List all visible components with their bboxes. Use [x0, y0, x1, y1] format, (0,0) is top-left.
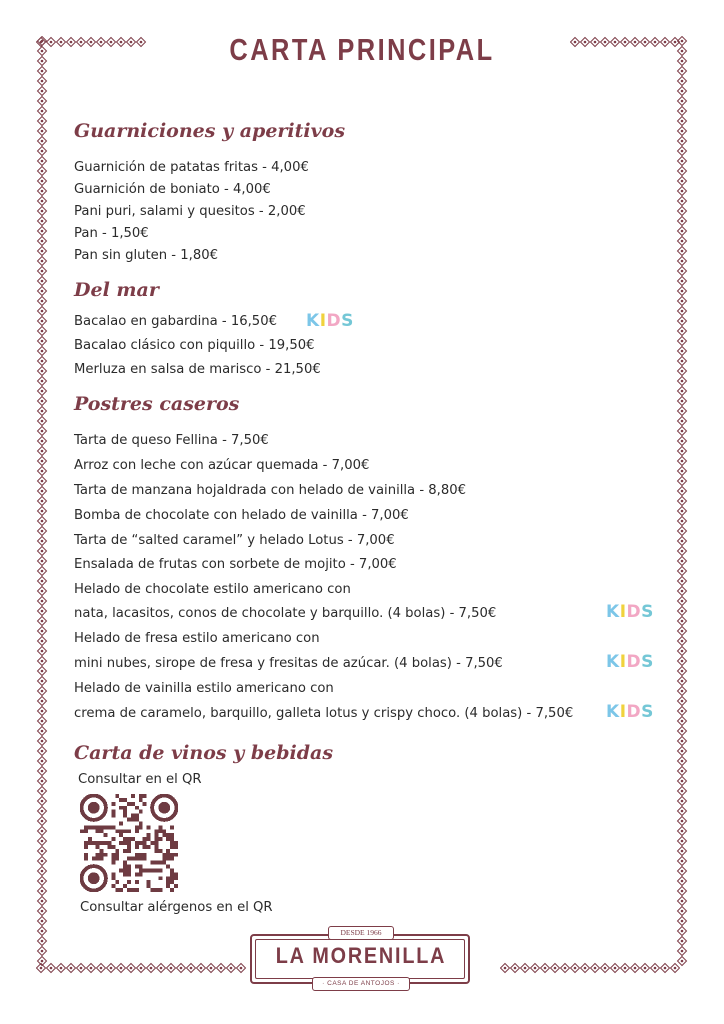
border-dot: [41, 810, 44, 813]
border-dot: [41, 140, 44, 143]
border-dot: [681, 810, 684, 813]
menu-item: Bacalao en gabardina - 16,50€: [74, 314, 277, 329]
border-dot: [681, 140, 684, 143]
border-dot: [41, 760, 44, 763]
qr-finder-center: [158, 802, 170, 814]
border-dot: [90, 967, 93, 970]
border-dot: [681, 840, 684, 843]
border-dot: [594, 967, 597, 970]
border-dot: [41, 530, 44, 533]
border-dot: [681, 440, 684, 443]
menu-item: Helado de fresa estilo americano con: [74, 631, 320, 646]
border-dot: [681, 320, 684, 323]
border-dot: [681, 420, 684, 423]
border-dot: [554, 967, 557, 970]
border-dot: [41, 340, 44, 343]
border-dot: [41, 420, 44, 423]
border-dot: [41, 100, 44, 103]
menu-item: Pan sin gluten - 1,80€: [74, 248, 219, 263]
border-dot: [514, 967, 517, 970]
border-dot: [681, 820, 684, 823]
border-dot: [41, 710, 44, 713]
border-dot: [41, 600, 44, 603]
border-dot: [41, 390, 44, 393]
border-dot: [41, 190, 44, 193]
border-dot: [41, 210, 44, 213]
border-dot: [41, 400, 44, 403]
border-dot: [681, 340, 684, 343]
border-dot: [644, 967, 647, 970]
border-dot: [681, 90, 684, 93]
border-dot: [681, 480, 684, 483]
border-dot: [41, 730, 44, 733]
border-dot: [41, 170, 44, 173]
border-dot: [41, 80, 44, 83]
border-dot: [681, 850, 684, 853]
border-dot: [681, 580, 684, 583]
border-dot: [41, 680, 44, 683]
logo-name: LA MORENILLA: [275, 943, 447, 968]
border-dot: [681, 380, 684, 383]
menu-item: Tarta de queso Fellina - 7,50€: [74, 433, 269, 448]
border-dot: [681, 280, 684, 283]
border-dot: [150, 967, 153, 970]
border-dot: [50, 41, 53, 44]
border-dot: [681, 550, 684, 553]
border-bottom-left-decoration: [36, 962, 248, 974]
menu-item: Bomba de chocolate con helado de vainilla - 7,00€: [74, 508, 409, 523]
border-dot: [200, 967, 203, 970]
border-dot: [681, 150, 684, 153]
border-dot: [681, 460, 684, 463]
border-dot: [120, 967, 123, 970]
border-dot: [681, 680, 684, 683]
border-dot: [41, 830, 44, 833]
border-dot: [41, 650, 44, 653]
border-left-decoration: [36, 36, 48, 974]
menu-item: Bacalao clásico con piquillo - 19,50€: [74, 338, 315, 353]
border-dot: [41, 370, 44, 373]
border-dot: [681, 770, 684, 773]
border-dot: [41, 240, 44, 243]
section-title-del-mar: Del mar: [74, 279, 159, 301]
border-dot: [681, 410, 684, 413]
border-dot: [681, 100, 684, 103]
logo-since: DESDE 1966: [328, 926, 394, 940]
border-dot: [41, 640, 44, 643]
border-dot: [41, 290, 44, 293]
border-dot: [240, 967, 243, 970]
border-dot: [41, 630, 44, 633]
border-dot: [80, 967, 83, 970]
border-dot: [681, 670, 684, 673]
border-dot: [41, 200, 44, 203]
border-dot: [681, 570, 684, 573]
border-dot: [170, 967, 173, 970]
border-dot: [681, 300, 684, 303]
border-dot: [41, 960, 44, 963]
qr-finder-center: [88, 802, 100, 814]
menu-item: Guarnición de patatas fritas - 4,00€: [74, 160, 309, 175]
border-bottom-right-decoration: [500, 962, 688, 974]
border-dot: [41, 60, 44, 63]
border-dot: [41, 570, 44, 573]
border-dot: [681, 900, 684, 903]
border-dot: [681, 490, 684, 493]
menu-item: Tarta de manzana hojaldrada con helado de vainilla - 8,80€: [74, 483, 467, 498]
border-dot: [41, 790, 44, 793]
qr-code-image[interactable]: [80, 794, 178, 892]
border-dot: [230, 967, 233, 970]
border-dot: [681, 360, 684, 363]
border-dot: [41, 740, 44, 743]
border-dot: [681, 780, 684, 783]
menu-item: Helado de chocolate estilo americano con: [74, 582, 351, 597]
border-dot: [681, 450, 684, 453]
border-dot: [681, 860, 684, 863]
border-dot: [681, 800, 684, 803]
border-dot: [41, 770, 44, 773]
border-dot: [681, 590, 684, 593]
border-dot: [681, 260, 684, 263]
border-dot: [41, 870, 44, 873]
border-dot: [681, 120, 684, 123]
border-dot: [584, 967, 587, 970]
border-dot: [41, 450, 44, 453]
border-dot: [681, 240, 684, 243]
border-dot: [681, 960, 684, 963]
border-dot: [681, 600, 684, 603]
border-dot: [681, 720, 684, 723]
border-dot: [681, 40, 684, 43]
border-dot: [681, 80, 684, 83]
border-dot: [41, 550, 44, 553]
border-dot: [41, 840, 44, 843]
menu-item: Arroz con leche con azúcar quemada - 7,00€: [74, 458, 370, 473]
border-dot: [681, 940, 684, 943]
border-dot: [681, 70, 684, 73]
border-dot: [140, 967, 143, 970]
menu-item: Guarnición de boniato - 4,00€: [74, 182, 271, 197]
border-dot: [41, 180, 44, 183]
border-dot: [41, 890, 44, 893]
border-dot: [41, 270, 44, 273]
border-dot: [681, 650, 684, 653]
border-right-decoration: [676, 36, 688, 974]
menu-item: nata, lacasitos, conos de chocolate y barquillo. (4 bolas) - 7,50€: [74, 606, 497, 621]
border-dot: [681, 160, 684, 163]
border-dot: [41, 110, 44, 113]
border-dot: [41, 920, 44, 923]
section-title-guarniciones: Guarniciones y aperitivos: [74, 120, 346, 142]
border-dot: [681, 640, 684, 643]
border-dot: [681, 700, 684, 703]
border-dot: [564, 967, 567, 970]
border-dot: [41, 160, 44, 163]
border-dot: [681, 220, 684, 223]
menu-item: Helado de vainilla estilo americano con: [74, 681, 334, 696]
border-dot: [41, 900, 44, 903]
border-dot: [41, 820, 44, 823]
border-dot: [681, 110, 684, 113]
menu-item: Pan - 1,50€: [74, 226, 149, 241]
border-dot: [681, 50, 684, 53]
border-dot: [604, 967, 607, 970]
border-dot: [524, 967, 527, 970]
border-dot: [681, 230, 684, 233]
border-dot: [41, 940, 44, 943]
border-dot: [41, 260, 44, 263]
border-dot: [41, 430, 44, 433]
logo-tagline: · CASA DE ANTOJOS ·: [312, 977, 410, 991]
border-dot: [624, 967, 627, 970]
kids-badge: KIDS: [606, 602, 654, 622]
border-dot: [110, 967, 113, 970]
border-dot: [41, 410, 44, 413]
kids-badge: KIDS: [306, 311, 354, 331]
section-title-postres: Postres caseros: [74, 393, 240, 415]
border-dot: [41, 620, 44, 623]
border-dot: [681, 730, 684, 733]
border-dot: [681, 190, 684, 193]
qr-instruction: Consultar en el QR: [78, 772, 202, 787]
border-dot: [664, 967, 667, 970]
border-dot: [614, 967, 617, 970]
border-dot: [41, 750, 44, 753]
border-dot: [681, 500, 684, 503]
border-dot: [41, 800, 44, 803]
border-dot: [41, 230, 44, 233]
border-dot: [681, 530, 684, 533]
border-dot: [190, 967, 193, 970]
menu-item: Tarta de “salted caramel” y helado Lotus - 7,00€: [74, 533, 395, 548]
border-dot: [681, 630, 684, 633]
border-dot: [681, 200, 684, 203]
border-dot: [41, 860, 44, 863]
border-dot: [681, 180, 684, 183]
menu-item: Pani puri, salami y quesitos - 2,00€: [74, 204, 306, 219]
border-dot: [41, 310, 44, 313]
border-dot: [681, 350, 684, 353]
kids-badge: KIDS: [606, 702, 654, 722]
border-dot: [681, 750, 684, 753]
border-dot: [681, 740, 684, 743]
border-dot: [681, 330, 684, 333]
border-dot: [41, 930, 44, 933]
border-dot: [681, 560, 684, 563]
border-dot: [41, 250, 44, 253]
border-dot: [41, 90, 44, 93]
border-dot: [534, 967, 537, 970]
border-dot: [180, 967, 183, 970]
border-dot: [41, 470, 44, 473]
border-dot: [41, 440, 44, 443]
border-dot: [681, 390, 684, 393]
border-dot: [41, 150, 44, 153]
border-dot: [681, 470, 684, 473]
border-dot: [681, 60, 684, 63]
border-dot: [681, 250, 684, 253]
border-dot: [41, 880, 44, 883]
border-dot: [681, 130, 684, 133]
border-dot: [210, 967, 213, 970]
border-dot: [50, 967, 53, 970]
border-dot: [681, 290, 684, 293]
border-dot: [130, 967, 133, 970]
border-dot: [681, 710, 684, 713]
border-dot: [681, 690, 684, 693]
border-dot: [681, 890, 684, 893]
menu-item: Merluza en salsa de marisco - 21,50€: [74, 362, 321, 377]
border-dot: [664, 41, 667, 44]
border-dot: [654, 967, 657, 970]
border-dot: [41, 130, 44, 133]
border-dot: [681, 760, 684, 763]
border-dot: [41, 220, 44, 223]
border-dot: [41, 660, 44, 663]
border-dot: [681, 210, 684, 213]
border-dot: [160, 967, 163, 970]
border-dot: [41, 320, 44, 323]
border-dot: [41, 520, 44, 523]
border-dot: [681, 370, 684, 373]
border-dot: [681, 400, 684, 403]
allergens-instruction: Consultar alérgenos en el QR: [80, 900, 273, 915]
border-dot: [681, 830, 684, 833]
border-dot: [681, 610, 684, 613]
border-dot: [41, 40, 44, 43]
border-dot: [681, 660, 684, 663]
border-dot: [681, 510, 684, 513]
border-dot: [681, 790, 684, 793]
brand-logo: [246, 926, 476, 992]
border-dot: [41, 690, 44, 693]
border-dot: [681, 950, 684, 953]
menu-item: Ensalada de frutas con sorbete de mojito - 7,00€: [74, 557, 397, 572]
border-dot: [41, 950, 44, 953]
border-dot: [681, 430, 684, 433]
border-dot: [41, 120, 44, 123]
border-dot: [681, 520, 684, 523]
border-dot: [41, 700, 44, 703]
section-title-vinos: Carta de vinos y bebidas: [74, 742, 334, 764]
border-dot: [681, 270, 684, 273]
menu-item: mini nubes, sirope de fresa y fresitas de azúcar. (4 bolas) - 7,50€: [74, 656, 503, 671]
border-dot: [41, 580, 44, 583]
border-dot: [100, 967, 103, 970]
page-title: CARTA PRINCIPAL: [229, 32, 495, 67]
border-dot: [681, 910, 684, 913]
border-dot: [60, 967, 63, 970]
border-dot: [41, 360, 44, 363]
border-dot: [41, 590, 44, 593]
border-dot: [41, 850, 44, 853]
border-dot: [681, 880, 684, 883]
border-dot: [41, 280, 44, 283]
border-dot: [41, 910, 44, 913]
border-dot: [41, 70, 44, 73]
border-dot: [41, 670, 44, 673]
border-dot: [544, 967, 547, 970]
border-dot: [681, 170, 684, 173]
border-dot: [60, 41, 63, 44]
border-dot: [41, 610, 44, 613]
border-dot: [504, 967, 507, 970]
border-dot: [681, 870, 684, 873]
border-dot: [41, 490, 44, 493]
border-dot: [681, 540, 684, 543]
border-dot: [41, 720, 44, 723]
border-dot: [41, 510, 44, 513]
menu-item: crema de caramelo, barquillo, galleta lotus y crispy choco. (4 bolas) - 7,50€: [74, 706, 574, 721]
border-dot: [70, 967, 73, 970]
border-dot: [681, 310, 684, 313]
border-dot: [41, 560, 44, 563]
border-dot: [220, 967, 223, 970]
qr-finder-center: [88, 872, 100, 884]
border-dot: [41, 540, 44, 543]
border-dot: [41, 460, 44, 463]
kids-badge: KIDS: [606, 652, 654, 672]
border-dot: [681, 930, 684, 933]
border-dot: [41, 500, 44, 503]
border-dot: [41, 380, 44, 383]
border-dot: [41, 330, 44, 333]
border-dot: [41, 50, 44, 53]
border-dot: [41, 780, 44, 783]
border-dot: [681, 920, 684, 923]
border-dot: [41, 300, 44, 303]
border-dot: [681, 620, 684, 623]
border-dot: [41, 350, 44, 353]
border-dot: [41, 480, 44, 483]
border-dot: [634, 967, 637, 970]
border-dot: [574, 967, 577, 970]
